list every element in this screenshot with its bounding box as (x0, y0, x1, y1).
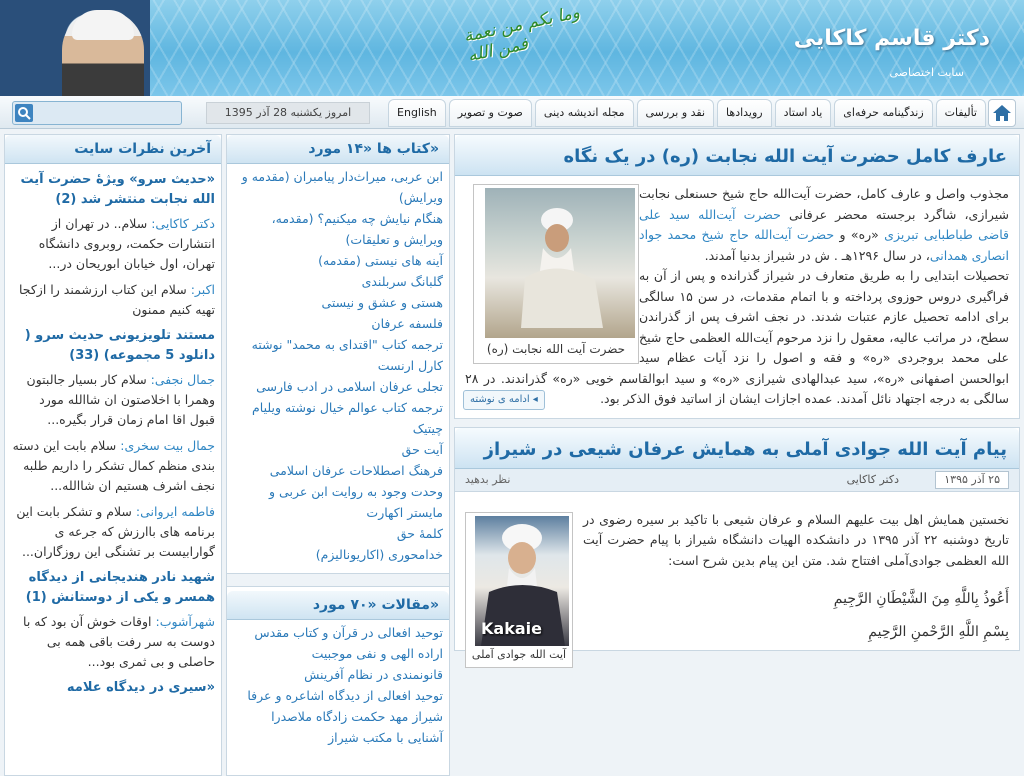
site-subtitle: سایت اختصاصی (889, 66, 964, 79)
comment-count: (1) (25, 590, 47, 605)
comment-entry[interactable] (11, 436, 215, 496)
article-link[interactable]: توحید افعالی در قرآن و کتاب مقدس (254, 625, 443, 640)
books-list (227, 164, 449, 569)
comment-author: جمال بیت سخری: (120, 438, 215, 453)
header-portrait (62, 10, 144, 96)
comment-entry[interactable] (11, 280, 215, 320)
comment-author: دکتر کاکایی: (151, 216, 215, 231)
search-icon (15, 104, 33, 122)
post2-meta (455, 469, 1019, 492)
home-icon (992, 104, 1012, 122)
nav-item[interactable]: رویدادها (717, 99, 772, 127)
comment-author: اکبر: (190, 282, 215, 297)
comment-count: (33) (69, 348, 100, 363)
qazi-link[interactable]: حضرت آیت‌الله سید علی قاضی طباطبایی تبریزی (639, 206, 1009, 242)
comment-entry[interactable] (11, 370, 215, 430)
comment-text: اوقات خوش آن بود که با دوست به سر رفت باقی همه بی حاصلی و بی ثمری بود... (23, 614, 215, 669)
comment-entry[interactable] (11, 502, 215, 562)
comment-count: (2) (55, 192, 77, 207)
header-calligraphy: وما بکم من نعمة فمن الله (461, 2, 582, 67)
article-link[interactable]: شیراز مهد حکمت زادگاه ملاصدرا (271, 709, 443, 724)
post-photo[interactable] (473, 184, 639, 364)
post-body (455, 176, 1019, 418)
search-button[interactable] (15, 104, 33, 122)
comment-topic-title[interactable]: مستند تلویزیونی حدیث سرو ( دانلود 5 مجموعه) (24, 328, 215, 363)
post-javadi (454, 427, 1020, 661)
comment-text: سلام.. در تهران از انتشارات حکمت، روبروی دانشگاه تهران، اول خیابان ابوریحان در... (38, 216, 215, 271)
comment-topic[interactable] (11, 326, 215, 366)
post2-body (455, 492, 1019, 661)
articles-list (227, 620, 449, 752)
book-link[interactable]: کلمهٔ حق (396, 526, 443, 541)
post-text-b: «ره» و (834, 227, 885, 242)
watermark: Kakaie (481, 619, 542, 638)
book-link[interactable]: هستی و عشق و نیستی (321, 295, 443, 310)
javadi-photo (475, 516, 569, 646)
book-link[interactable]: فلسفه عرفان (371, 316, 443, 331)
post-najabat (454, 134, 1020, 419)
nav-item[interactable]: مجله اندیشه دینی (535, 99, 634, 127)
panel-divider (227, 573, 449, 587)
book-link[interactable]: ابن عربی، میراث‌دار پیامبران (مقدمه و ویرایش) (241, 169, 443, 205)
comment-topic-title[interactable]: «حدیث سرو» ویژهٔ حضرت آیت الله نجابت منتشر شد (20, 172, 215, 207)
book-link[interactable]: ترجمه کتاب "اقتدای به محمد" نوشته کارل ارنست (251, 337, 443, 373)
comment-entry[interactable] (11, 214, 215, 274)
post-title[interactable]: عارف کامل حضرت آیت الله نجابت (ره) در یک نگاه (455, 135, 1019, 176)
arrow-left-icon: ◂ (529, 393, 538, 405)
book-link[interactable]: فرهنگ اصطلاحات عرفان اسلامی (269, 463, 443, 478)
books-title[interactable]: کتاب ها «۱۴ مورد» (227, 135, 449, 164)
nav-item[interactable]: زندگینامه حرفه‌ای (834, 99, 932, 127)
post2-arabic-1: أَعُوذُ بِاللَّهِ مِنَ الشَّيْطَانِ الرَّجِيمِ (833, 591, 1009, 607)
post-text-a: مجذوب واصل و عارف کامل، حضرت آیت‌الله حاج شیخ حسنعلی نجابت شیرازی، شاگرد برجسته محضر عرفانی (639, 186, 1009, 222)
comment-text: سلام کار بسیار جالبتون وهمرا با اخلاصتون ان شاالله مورد قبول اقا امام زمان قرار بگیره... (26, 372, 215, 427)
book-link[interactable]: آینه های نیستی (مقدمه) (318, 253, 443, 268)
post2-photo[interactable] (465, 512, 573, 668)
book-link[interactable]: آیت حق (401, 442, 443, 457)
post2-paragraph: نخستین همایش اهل بیت علیهم السلام و عرفان شیعی با تاکید بر سیره رضوی در تاریخ دوشنبه ۲۲ آذر ۱۳۹۵ در دانشکده الهیات دانشگاه شیراز با پیام حضرت آیت الله العظمی جوادی‌آملی افتتاح شد. متن این پیام بدین شرح است: (583, 511, 1009, 568)
home-button[interactable] (988, 99, 1016, 127)
comment-topic[interactable] (11, 678, 215, 698)
comment-topic-title[interactable]: شهید نادر هندیجانی از دیدگاه همسر و یکی از دوستانش (28, 570, 215, 605)
read-more-button[interactable] (463, 390, 545, 410)
post-paragraph-2: تحصیلات ابتدایی را به طریق متعارف در شیراز گذرانده و پس از آن به فراگیری دروس حوزوی پرداخته و با اتمام مقدمات، در سن ۱۵ سالگی برای ادامه تحصیل عازم عتبات شدند. در نجف اشرف پس از گذراندن سطح، در مراتب عالیه، معقول را نزد مرحوم آیت‌الله العظمی حاج شیخ علی محمد بروجردی «ره» و فقه و اصول را نزد آیات عظام سید ابوالحسن اصفهانی «ره»، سید عبدالهادی شیرازی «ره» و سید ابوالقاسم خویی «ره» گذراندند. در ۲۸ سالگی به درجه اجتهاد نائل آمدند. عمده اجازات ایشان از اساتید فوق الذکر بود. (465, 268, 1009, 406)
search-input[interactable] (35, 104, 179, 122)
comment-text: سلام و تشکر بابت این برنامه های باارزش که جرعه ی گوارابیست بر تشنگی این روزگاران... (16, 504, 215, 559)
comments-title: آخرین نظرات سایت (5, 135, 221, 164)
post2-photo-caption: آیت الله جوادی آملی (471, 647, 567, 661)
ansari-link[interactable]: حضرت آیت‌الله حاج شیخ محمد جواد انصاری همدانی (639, 227, 1009, 263)
nav-item[interactable]: تألیفات (936, 99, 986, 127)
comment-text: سلام بابت این دسته بندی منظم کمال تشکر را داریم طلبه نجف اشرف هستیم ان شاالله... (12, 438, 215, 493)
nav-item[interactable]: یاد استاد (775, 99, 832, 127)
book-link[interactable]: وحدت وجود به روایت ابن عربی و مایستر اکهارت (269, 484, 443, 520)
site-title[interactable]: دکتر قاسم کاکایی (793, 26, 990, 51)
comment-author: شهرآشوب: (155, 614, 215, 629)
nav-items (385, 99, 986, 127)
book-link[interactable]: تجلی عرفان اسلامی در ادب فارسی (256, 379, 443, 394)
articles-title[interactable]: مقالات «۷۰ مورد» (227, 591, 449, 620)
publications-panel (226, 134, 450, 776)
nav-item[interactable]: صوت و تصویر (449, 99, 532, 127)
comments-list (5, 164, 221, 702)
post2-date: ۲۵ آذر ۱۳۹۵ (935, 471, 1009, 489)
post2-author[interactable]: دکتر کاکایی (846, 472, 899, 486)
post2-arabic-2: بِسْمِ اللَّهِ الرَّحْمنِ الرَّحِيمِ (868, 623, 1009, 640)
book-link[interactable]: هنگام نیایش چه میکنیم؟ (مقدمه، ویرایش و تعلیقات) (271, 211, 443, 247)
post2-title[interactable]: پیام آیت الله جوادی آملی به همایش عرفان شیعی در شیراز (455, 428, 1019, 469)
post-photo-caption: حضرت آیت الله نجابت (ره) (486, 342, 626, 356)
najabat-photo (485, 188, 635, 338)
comment-author: جمال نجفی: (150, 372, 215, 387)
comment-entry[interactable] (11, 612, 215, 672)
comment-topic-title[interactable]: «سیری در دیدگاه علامه (66, 680, 215, 695)
article-link[interactable]: قانونمندی در نظام آفرینش (304, 667, 443, 682)
comment-topic[interactable] (11, 568, 215, 608)
book-link[interactable]: گلبانگ سربلندی (361, 274, 443, 289)
site-header (0, 0, 1024, 96)
comment-author: فاطمه ایروانی: (135, 504, 215, 519)
nav-item[interactable]: نقد و بررسی (637, 99, 715, 127)
post-text-c: ، در سال ۱۲۹۶هـ . ش در شیراز بدنیا آمدند. (704, 247, 930, 263)
book-link[interactable]: خدامحوری (اکاریونالیزم) (315, 547, 443, 562)
comment-topic[interactable] (11, 170, 215, 210)
post2-comment-link[interactable]: نظر بدهید (465, 472, 511, 486)
main-content (454, 134, 1020, 774)
read-more-label: ادامه ی نوشته (470, 393, 530, 405)
article-link[interactable]: آشنایی با مکتب شیراز (328, 730, 443, 745)
nav-item[interactable]: English (388, 99, 446, 127)
comments-panel (4, 134, 222, 776)
article-link[interactable]: توحید افعالی از دیدگاه اشاعره و عرفا (247, 688, 443, 703)
today-date: امروز یکشنبه 28 آذر 1395 (206, 102, 370, 124)
comment-text: سلام این کتاب ارزشمند را ازکجا تهیه کنیم ممنون (18, 282, 215, 317)
book-link[interactable]: ترجمه کتاب عوالم خیال نوشته ویلیام چیتیک (252, 400, 443, 436)
article-link[interactable]: اراده الهی و نفی موجبیت (311, 646, 443, 661)
search-box (12, 101, 182, 125)
